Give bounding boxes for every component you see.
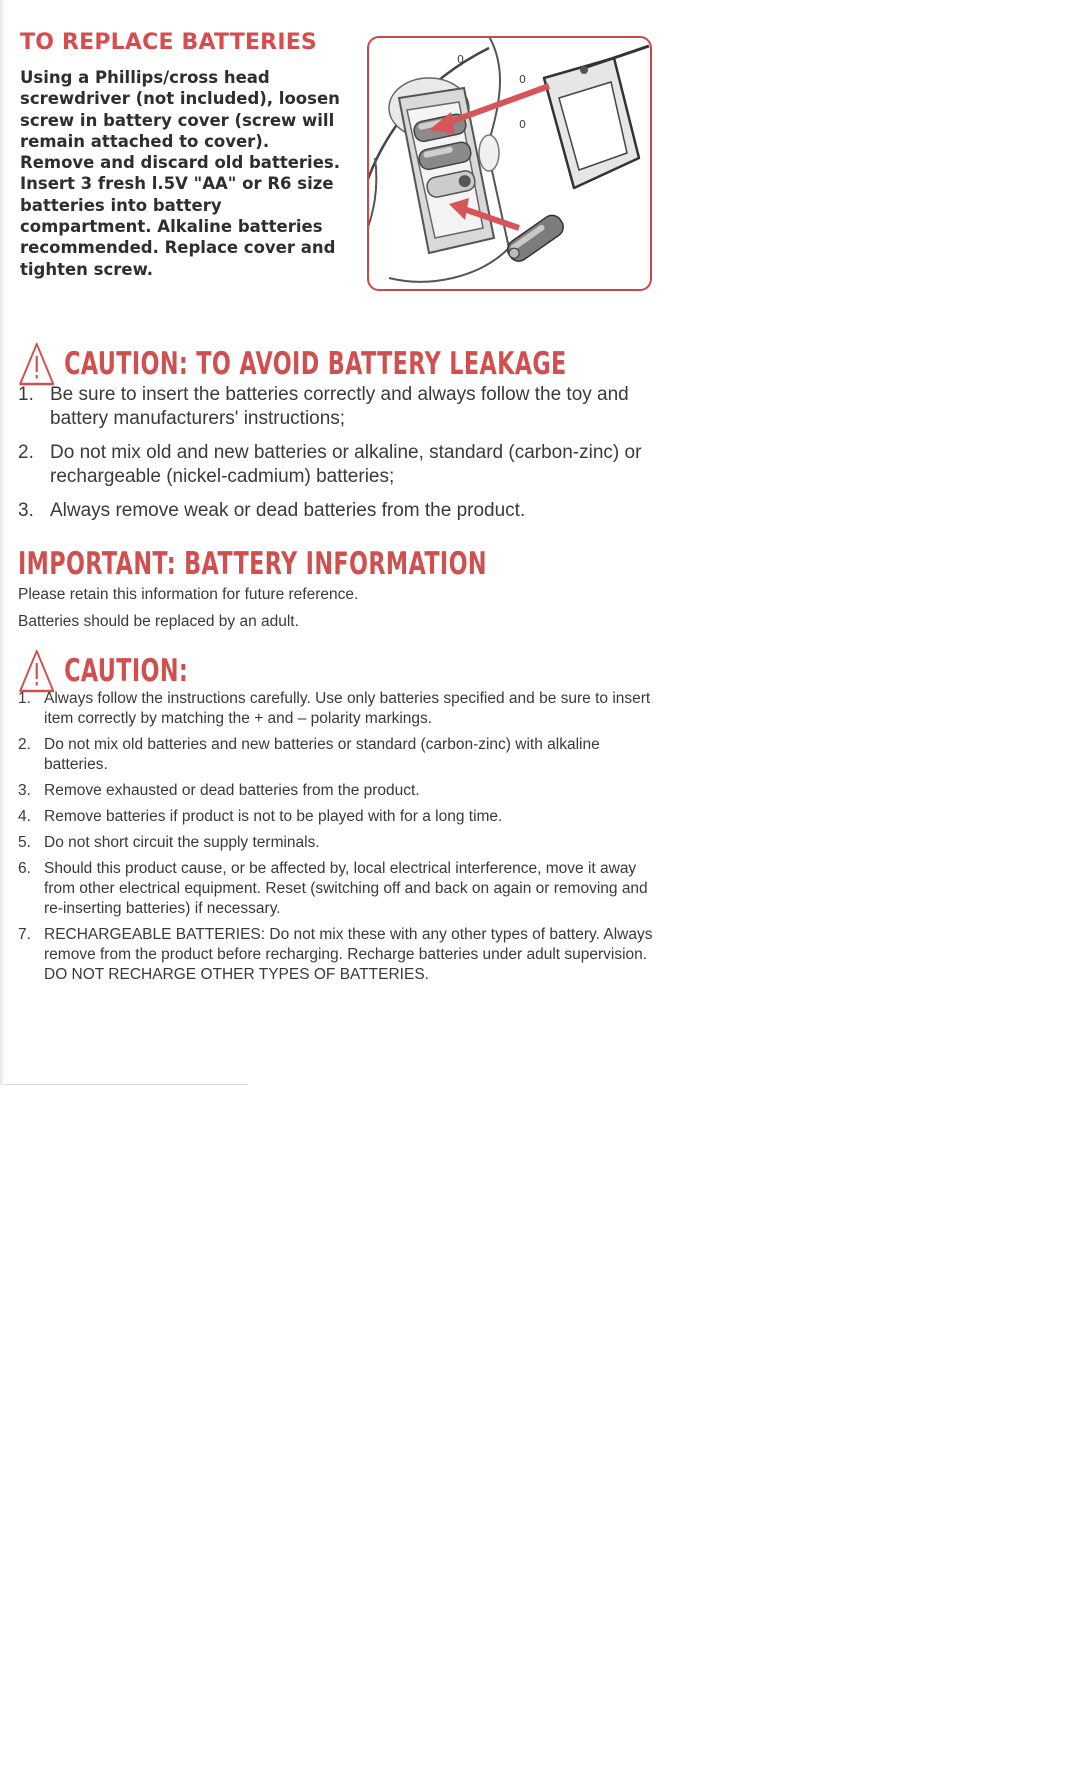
list-item — [18, 441, 658, 489]
item-text: Always remove weak or dead batteries from the product. — [50, 500, 526, 521]
page-edge-shadow — [0, 0, 5, 1085]
list-item — [18, 499, 658, 523]
caution-heading — [18, 648, 188, 694]
battery-compartment-illustration — [367, 36, 652, 291]
item-number: 5. — [18, 834, 31, 851]
list-item — [18, 735, 658, 775]
item-text: Do not mix old batteries and new batteries or standard (carbon-zinc) with alkaline batteries. — [44, 736, 600, 773]
list-item — [18, 689, 658, 729]
svg-text:0: 0 — [457, 53, 464, 66]
item-text: Be sure to insert the batteries correctly and always follow the toy and battery manufacturers' instructions; — [50, 384, 629, 429]
important-battery-heading — [18, 546, 487, 582]
item-number: 3. — [18, 782, 31, 799]
svg-text:0: 0 — [519, 118, 526, 131]
item-number: 1. — [18, 690, 31, 707]
svg-text:0: 0 — [519, 73, 526, 86]
item-text: Remove batteries if product is not to be played with for a long time. — [44, 808, 503, 825]
item-text: Do not mix old and new batteries or alkaline, standard (carbon-zinc) or rechargeable (nickel-cadmium) batteries; — [50, 442, 642, 487]
caution-title: CAUTION: — [64, 653, 189, 689]
item-number: 2. — [18, 442, 34, 463]
list-item — [18, 833, 658, 853]
item-text: Always follow the instructions carefully. Use only batteries specified and be sure to insert item correctly by matching the + and – polarity markings. — [44, 690, 651, 727]
list-item — [18, 781, 658, 801]
leakage-caution-heading — [18, 341, 567, 387]
important-battery-title: IMPORTANT: BATTERY INFORMATION — [18, 546, 487, 582]
item-text: Should this product cause, or be affected by, local electrical interference, move it away from other electrical equipment. Reset (switching off and back on again or removing and re-inserting batteries) if necessary. — [44, 860, 648, 917]
leakage-caution-list — [18, 383, 658, 533]
item-text: RECHARGEABLE BATTERIES: Do not mix these with any other types of battery. Always remove from the product before recharging. Recharge batteries under adult supervision. DO NOT RECHARGE OTHER TYPES OF BATTERIES. — [44, 926, 653, 983]
replace-batteries-title: TO REPLACE BATTERIES — [20, 30, 317, 55]
item-number: 4. — [18, 808, 31, 825]
bottom-rule — [4, 1084, 248, 1085]
replace-batteries-instructions: Using a Phillips/cross head screwdriver (not included), loosen screw in battery cover (screw will remain attached to cover). Remove and discard old batteries. Insert 3 fresh l.5V "AA" or R6 size batteries into battery compartment. Alkaline batteries recommended. Replace cover and tighten screw. — [20, 68, 340, 279]
item-number: 6. — [18, 860, 31, 877]
item-number: 1. — [18, 384, 34, 405]
item-number: 3. — [18, 500, 34, 521]
retain-info-note: Please retain this information for future reference. — [18, 586, 359, 603]
item-number: 7. — [18, 926, 31, 943]
list-item — [18, 859, 658, 919]
item-number: 2. — [18, 736, 31, 753]
warning-triangle-icon — [18, 341, 55, 387]
leakage-caution-title: CAUTION: TO AVOID BATTERY LEAKAGE — [64, 346, 567, 382]
adult-replace-note: Batteries should be replaced by an adult. — [18, 613, 299, 630]
list-item — [18, 383, 658, 431]
warning-triangle-icon — [18, 648, 55, 694]
caution-list — [18, 689, 658, 991]
list-item — [18, 807, 658, 827]
list-item — [18, 925, 658, 985]
item-text: Remove exhausted or dead batteries from the product. — [44, 782, 420, 799]
item-text: Do not short circuit the supply terminals. — [44, 834, 320, 851]
